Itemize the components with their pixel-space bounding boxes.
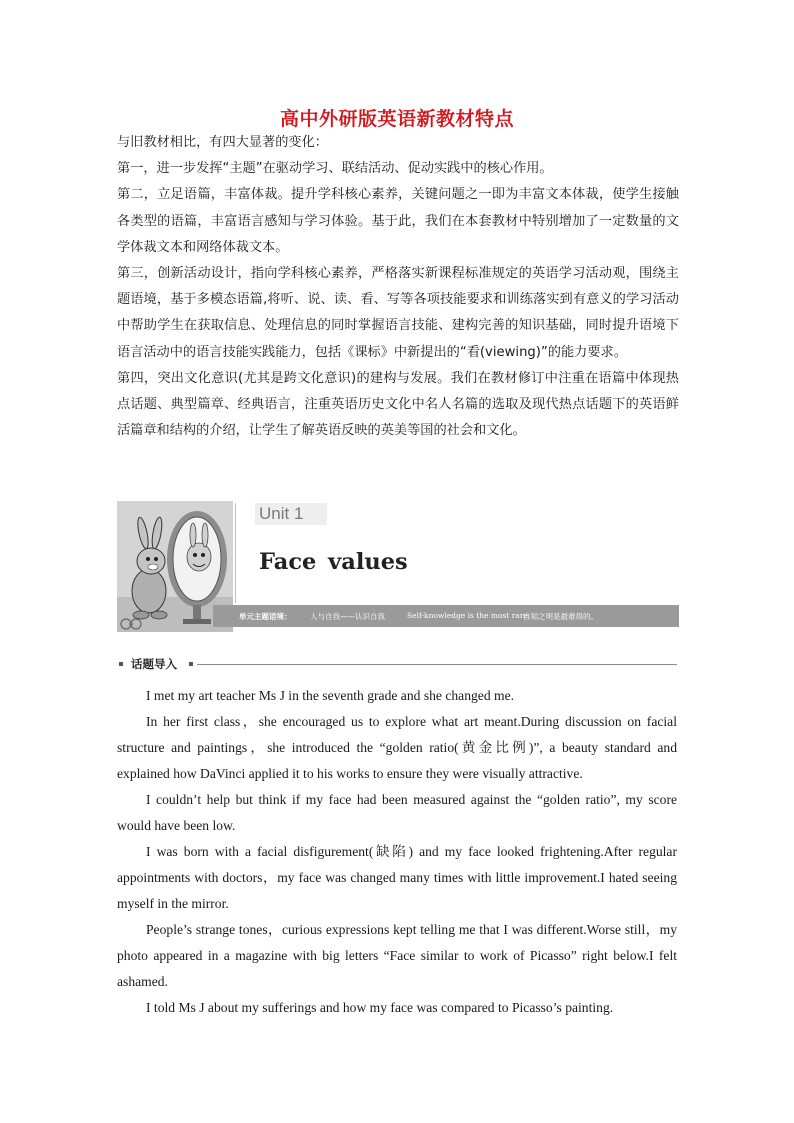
banner-divider <box>235 503 236 603</box>
passage-paragraph: I couldn’t help but think if my face had been measured against the “golden ratio”, my score would have been low. <box>117 792 677 833</box>
section-rule <box>197 664 677 665</box>
intro-point-3: 第三，创新活动设计，指向学科核心素养，严格落实新课程标准规定的英语学习活动观，围绕主题语境，基于多模态语篇,将听、说、读、看、写等各项技能要求和训练落实到有意义的学习活动中帮助学生在获取信息、处理信息的同时掌握语言技能、建构完善的知识基础，同时提升语境下语言活动中的语言技能实践能力，包括《课标》中新提出的“看(viewing)”的能力要求。 <box>117 266 679 360</box>
publisher-logo-icon <box>120 618 146 630</box>
unit-theme-strip <box>213 605 679 627</box>
intro-point-2: 第二，立足语篇，丰富体裁。提升学科核心素养，关键问题之一即为丰富文本体裁，使学生接触各类型的语篇，丰富语言感知与学习体验。基于此，我们在本套教材中特别增加了一定数量的文学体裁文本和网络体裁文本。 <box>117 187 679 255</box>
section-bullet-icon <box>119 662 123 666</box>
motto-chinese: 自知之明是最难得的。 <box>523 612 598 621</box>
passage-paragraph: I was born with a facial disfigurement(缺陷) and my face looked frightening.After regular appointments with doctors，my face was changed many times with little improvement.I hated seeing myself in the mirror. <box>117 844 677 911</box>
theme-label: 单元主题语境： <box>239 612 292 621</box>
document-title: 高中外研版英语新教材特点 <box>279 108 514 130</box>
intro-section <box>117 130 679 444</box>
theme-value: 人与自我——认识自我 <box>310 612 385 621</box>
passage-paragraph: I met my art teacher Ms J in the seventh grade and she changed me. <box>146 688 515 703</box>
section-bullet-icon <box>189 662 193 666</box>
section-label: 话题导入 <box>131 657 177 671</box>
unit-number: Unit 1 <box>255 503 327 525</box>
motto-english: Self-knowledge is the most rare. <box>407 611 531 620</box>
intro-lead: 与旧教材相比，有四大显著的变化： <box>117 135 328 150</box>
intro-point-4: 第四，突出文化意识(尤其是跨文化意识)的建构与发展。我们在教材修订中注重在语篇中体现热点话题、典型篇章、经典语言，注重英语历史文化中名人名篇的选取及现代热点话题下的英语鲜活篇章和结构的介绍，让学生了解英语反映的英美等国的社会和文化。 <box>117 370 679 439</box>
passage-paragraph: I told Ms J about my sufferings and how my face was compared to Picasso’s painting. <box>146 1000 614 1015</box>
topic-passage <box>117 683 677 1021</box>
passage-paragraph: People’s strange tones，curious expressions kept telling me that I was different.Worse still，my photo appeared in a magazine with big letters “Face similar to work of Picasso” right below.I felt ashamed. <box>117 922 677 989</box>
unit-title: Face values <box>259 549 408 575</box>
unit-banner <box>117 501 679 632</box>
section-header <box>117 656 679 672</box>
intro-point-1: 第一，进一步发挥“主题”在驱动学习、联结活动、促动实践中的核心作用。 <box>117 161 553 177</box>
passage-paragraph: In her first class，she encouraged us to explore what art meant.During discussion on facial structure and paintings，she introduced the “golden ratio(黄金比例)”, a beauty standard and explained how DaVinci applied it to his works to ensure they were visually attractive. <box>117 714 677 781</box>
